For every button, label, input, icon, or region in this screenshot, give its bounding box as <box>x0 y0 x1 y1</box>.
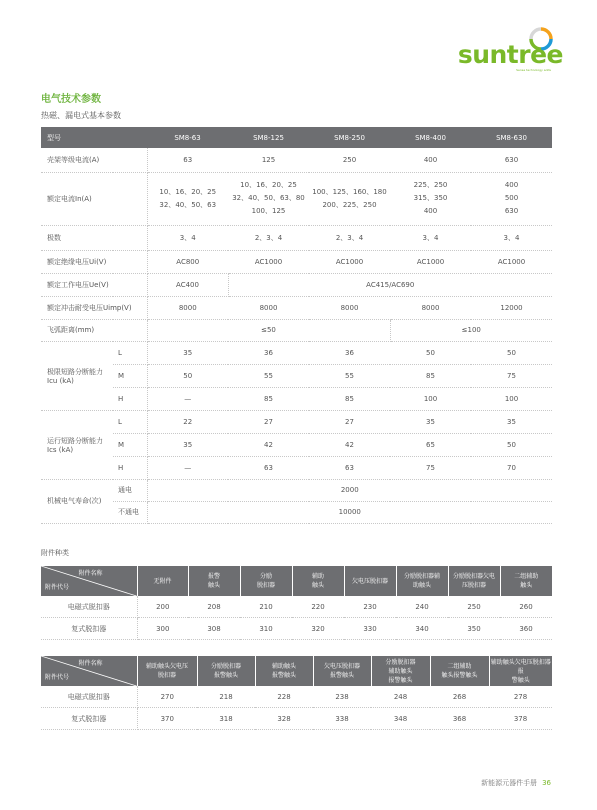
cell: 338 <box>313 708 371 730</box>
cell: 2、3、4 <box>228 225 309 250</box>
acc2-corner-cell <box>41 656 137 686</box>
cell: 270 <box>137 686 197 708</box>
cell: 328 <box>255 708 313 730</box>
sub-title: 热磁、漏电式基本参数 <box>41 111 121 120</box>
cell: 400 <box>390 148 471 172</box>
grade: M <box>113 433 147 456</box>
header-line: 欠电压脱扣器 <box>351 577 388 585</box>
cell: — <box>147 387 228 410</box>
acc1-header-row <box>41 566 552 596</box>
cell-line: 400 <box>423 207 438 215</box>
acc1-row-electromagnetic <box>41 596 552 618</box>
ics-row-m <box>41 433 552 456</box>
cell: 22 <box>147 410 228 433</box>
acc1-header <box>240 566 292 596</box>
cell: AC1000 <box>309 250 390 273</box>
acc2-header <box>137 656 197 686</box>
cell-merged: 10000 <box>147 501 552 523</box>
cell: 63 <box>147 148 228 172</box>
cell: 360 <box>500 618 552 640</box>
cell: 240 <box>396 596 448 618</box>
header-line: 分励脱扣器欠电 <box>452 573 495 580</box>
cell: 278 <box>489 686 552 708</box>
acc2-header <box>255 656 313 686</box>
icu-row-m <box>41 364 552 387</box>
header-line: 分励脱扣器 <box>210 663 241 670</box>
cell-line: 32、40、50、63 <box>159 200 217 209</box>
cell: 42 <box>228 433 309 456</box>
cell: 318 <box>197 708 255 730</box>
cell: 210 <box>240 596 292 618</box>
footer-title: 新能源元器件手册 <box>481 779 538 787</box>
row-label: 额定电流In(A) <box>41 172 147 225</box>
ics-row-l <box>41 410 552 433</box>
working-voltage-row <box>41 273 552 296</box>
row-label: 壳架等级电流(A) <box>41 148 147 172</box>
cell: 230 <box>344 596 396 618</box>
cell: 330 <box>344 618 396 640</box>
header-line: 辅助触头欠电压脱扣器报 <box>490 658 551 675</box>
header-line: 分励脱扣器辅 <box>403 573 440 580</box>
brand-tagline: Sense technology adds <box>516 68 551 72</box>
acc2-header <box>489 656 552 686</box>
row-label: 额定绝缘电压Ui(V) <box>41 250 147 273</box>
header-line: 报警触头 <box>271 672 296 679</box>
cell-line: 315、350 <box>413 194 448 202</box>
cell: 250 <box>309 148 390 172</box>
header-line: 触头 <box>311 582 324 589</box>
cell: 2、3、4 <box>309 225 390 250</box>
label-line: 运行短路分断能力 <box>47 436 103 445</box>
icu-row-h <box>41 387 552 410</box>
acc2-header <box>430 656 489 686</box>
acc1-header <box>188 566 240 596</box>
spec-header-row <box>41 127 552 148</box>
header-line: 报警 <box>207 573 220 580</box>
header-line: 二组辅助 <box>514 573 539 580</box>
cell: 100 <box>471 387 552 410</box>
cell: 248 <box>371 686 430 708</box>
frame-current-row <box>41 148 552 172</box>
spec-header-sm8-400: SM8-400 <box>390 127 471 148</box>
cell: 8000 <box>228 296 309 319</box>
cell-line: 10、16、20、25 <box>159 187 217 196</box>
header-line: 脱扣器 <box>256 582 275 589</box>
cell: 250 <box>448 596 500 618</box>
acc2-header-row <box>41 656 552 686</box>
cell: 27 <box>228 410 309 433</box>
corner-bottom-label: 附件代号 <box>45 674 70 681</box>
acc2-header <box>313 656 371 686</box>
acc2-row-electromagnetic <box>41 686 552 708</box>
cell: 36 <box>309 341 390 364</box>
cell: 3、4 <box>471 225 552 250</box>
cell: 268 <box>430 686 489 708</box>
spec-header-model: 型号 <box>41 127 147 148</box>
cell: AC1000 <box>390 250 471 273</box>
cell: 55 <box>309 364 390 387</box>
cell: 27 <box>309 410 390 433</box>
cell: 320 <box>292 618 344 640</box>
cell: 218 <box>197 686 255 708</box>
cell: 12000 <box>471 296 552 319</box>
spec-header-sm8-125: SM8-125 <box>228 127 309 148</box>
cell: 35 <box>147 341 228 364</box>
cell-line: 200、225、250 <box>322 200 377 209</box>
corner-top-label: 附件名称 <box>78 660 103 667</box>
header-line: 触头报警触头 <box>441 672 478 679</box>
cell-merged: ≤100 <box>390 319 552 341</box>
row-label: 额定工作电压Ue(V) <box>41 273 147 296</box>
cell: 75 <box>390 456 471 479</box>
cell: 8000 <box>309 296 390 319</box>
header-line: 报警触头 <box>213 672 238 679</box>
cell: 55 <box>228 364 309 387</box>
header-line: 脱扣器 <box>157 672 176 679</box>
cell: 35 <box>471 410 552 433</box>
acc1-corner-cell <box>41 566 137 596</box>
cell: — <box>147 456 228 479</box>
cell: 340 <box>396 618 448 640</box>
cell: 310 <box>240 618 292 640</box>
icu-row-l <box>41 341 552 364</box>
accessory-table-2 <box>41 656 552 730</box>
row-label: 复式脱扣器 <box>41 618 137 640</box>
page-footer <box>481 778 551 788</box>
acc1-header <box>448 566 500 596</box>
grade: L <box>113 341 147 364</box>
cell: 350 <box>448 618 500 640</box>
header-line: 分励脱扣器 <box>385 658 416 666</box>
cell: 348 <box>371 708 430 730</box>
cell: 200 <box>137 596 188 618</box>
cell: 35 <box>390 410 471 433</box>
cell-line: 32、40、50、63、80 <box>232 194 305 202</box>
cell-merged: ≤50 <box>147 319 390 341</box>
life-state: 不通电 <box>113 501 147 523</box>
arc-distance-row <box>41 319 552 341</box>
life-row-powered <box>41 479 552 501</box>
cell: 378 <box>489 708 552 730</box>
header-line: 二组辅助 <box>447 663 472 670</box>
cell <box>471 172 552 225</box>
cell-line: 100、125、160、180 <box>312 187 387 196</box>
cell: 42 <box>309 433 390 456</box>
row-label: 飞弧距离(mm) <box>41 319 147 341</box>
header-line: 欠电压脱扣器 <box>323 663 360 670</box>
cell: 63 <box>309 456 390 479</box>
cell: AC800 <box>147 250 228 273</box>
acc1-header <box>292 566 344 596</box>
acc2-row-compound <box>41 708 552 730</box>
header-line: 辅助 <box>311 573 324 580</box>
cell: 35 <box>147 433 228 456</box>
cell: 208 <box>188 596 240 618</box>
accessory-table-1 <box>41 566 552 640</box>
cell: AC400 <box>147 273 228 296</box>
header-line: 报警触头 <box>329 672 354 679</box>
header-line: 警触头 <box>511 676 530 684</box>
cell: 220 <box>292 596 344 618</box>
cell: 228 <box>255 686 313 708</box>
cell: 50 <box>147 364 228 387</box>
cell-line: 500 <box>504 194 519 202</box>
acc2-header <box>197 656 255 686</box>
cell-line: 100、125 <box>251 207 286 215</box>
cell: 85 <box>228 387 309 410</box>
cell: 50 <box>471 341 552 364</box>
cell: AC1000 <box>471 250 552 273</box>
cell: 8000 <box>147 296 228 319</box>
poles-row <box>41 225 552 250</box>
cell: 238 <box>313 686 371 708</box>
cell-merged: 2000 <box>147 479 552 501</box>
cell: 36 <box>228 341 309 364</box>
acc1-header <box>137 566 188 596</box>
page-number: 36 <box>542 779 551 787</box>
corner-top-label: 附件名称 <box>78 570 103 577</box>
insulation-voltage-row <box>41 250 552 273</box>
header-line: 辅助触头 <box>271 663 296 670</box>
header-line: 辅助触头欠电压 <box>145 663 188 670</box>
grade: L <box>113 410 147 433</box>
cell: 50 <box>390 341 471 364</box>
row-label: 复式脱扣器 <box>41 708 137 730</box>
cell: 300 <box>137 618 188 640</box>
corner-bottom-label: 附件代号 <box>45 584 70 591</box>
life-state: 通电 <box>113 479 147 501</box>
grade: H <box>113 456 147 479</box>
header-line: 辅助触头 <box>388 667 413 675</box>
header-line: 无附件 <box>153 577 172 585</box>
cell: 100 <box>390 387 471 410</box>
cell: AC1000 <box>228 250 309 273</box>
ics-label <box>41 410 113 479</box>
cell: 370 <box>137 708 197 730</box>
cell: 308 <box>188 618 240 640</box>
acc2-header <box>371 656 430 686</box>
acc1-header <box>500 566 552 596</box>
acc1-header <box>396 566 448 596</box>
cell <box>147 172 228 225</box>
spec-table <box>41 127 552 524</box>
row-label: 极数 <box>41 225 147 250</box>
cell-line: 225、250 <box>413 181 448 189</box>
cell-line: 400 <box>504 181 519 189</box>
cell: 85 <box>390 364 471 387</box>
cell: 70 <box>471 456 552 479</box>
row-label: 电磁式脱扣器 <box>41 596 137 618</box>
spec-header-sm8-63: SM8-63 <box>147 127 228 148</box>
cell <box>228 172 309 225</box>
cell: 65 <box>390 433 471 456</box>
icu-label <box>41 341 113 410</box>
acc1-row-compound <box>41 618 552 640</box>
cell: 50 <box>471 433 552 456</box>
row-label: 额定冲击耐受电压Uimp(V) <box>41 296 147 319</box>
section-title: 电气技术参数 <box>41 94 101 105</box>
brand-name: suntree <box>457 40 563 69</box>
rated-current-row <box>41 172 552 225</box>
header-line: 压脱扣器 <box>461 582 486 589</box>
ics-row-h <box>41 456 552 479</box>
cell: 63 <box>228 456 309 479</box>
spec-header-sm8-630: SM8-630 <box>471 127 552 148</box>
header-line: 分励 <box>259 573 272 580</box>
cell: 3、4 <box>147 225 228 250</box>
acc1-header <box>344 566 396 596</box>
cell: 368 <box>430 708 489 730</box>
cell <box>390 172 471 225</box>
label-line: 极限短路分断能力 <box>47 367 103 376</box>
header-line: 触头 <box>207 582 220 589</box>
cell: 3、4 <box>390 225 471 250</box>
life-row-unpowered <box>41 501 552 523</box>
cell: 260 <box>500 596 552 618</box>
label-line: Ics (kA) <box>47 445 74 454</box>
cell-merged: AC415/AC690 <box>228 273 552 296</box>
impulse-voltage-row <box>41 296 552 319</box>
header-line: 助触头 <box>412 582 431 589</box>
grade: H <box>113 387 147 410</box>
grade: M <box>113 364 147 387</box>
cell <box>309 172 390 225</box>
header-line: 触头 <box>520 582 533 589</box>
cell-line: 10、16、20、25 <box>240 181 297 189</box>
attach-title: 附件种类 <box>41 549 69 557</box>
row-label: 电磁式脱扣器 <box>41 686 137 708</box>
life-label: 机械电气寿命(次) <box>41 479 113 523</box>
cell: 630 <box>471 148 552 172</box>
cell: 125 <box>228 148 309 172</box>
cell: 75 <box>471 364 552 387</box>
cell-line: 630 <box>504 207 519 215</box>
cell: 8000 <box>390 296 471 319</box>
cell: 85 <box>309 387 390 410</box>
spec-header-sm8-250: SM8-250 <box>309 127 390 148</box>
label-line: Icu (kA) <box>47 376 74 385</box>
header-line: 报警触头 <box>388 676 413 684</box>
